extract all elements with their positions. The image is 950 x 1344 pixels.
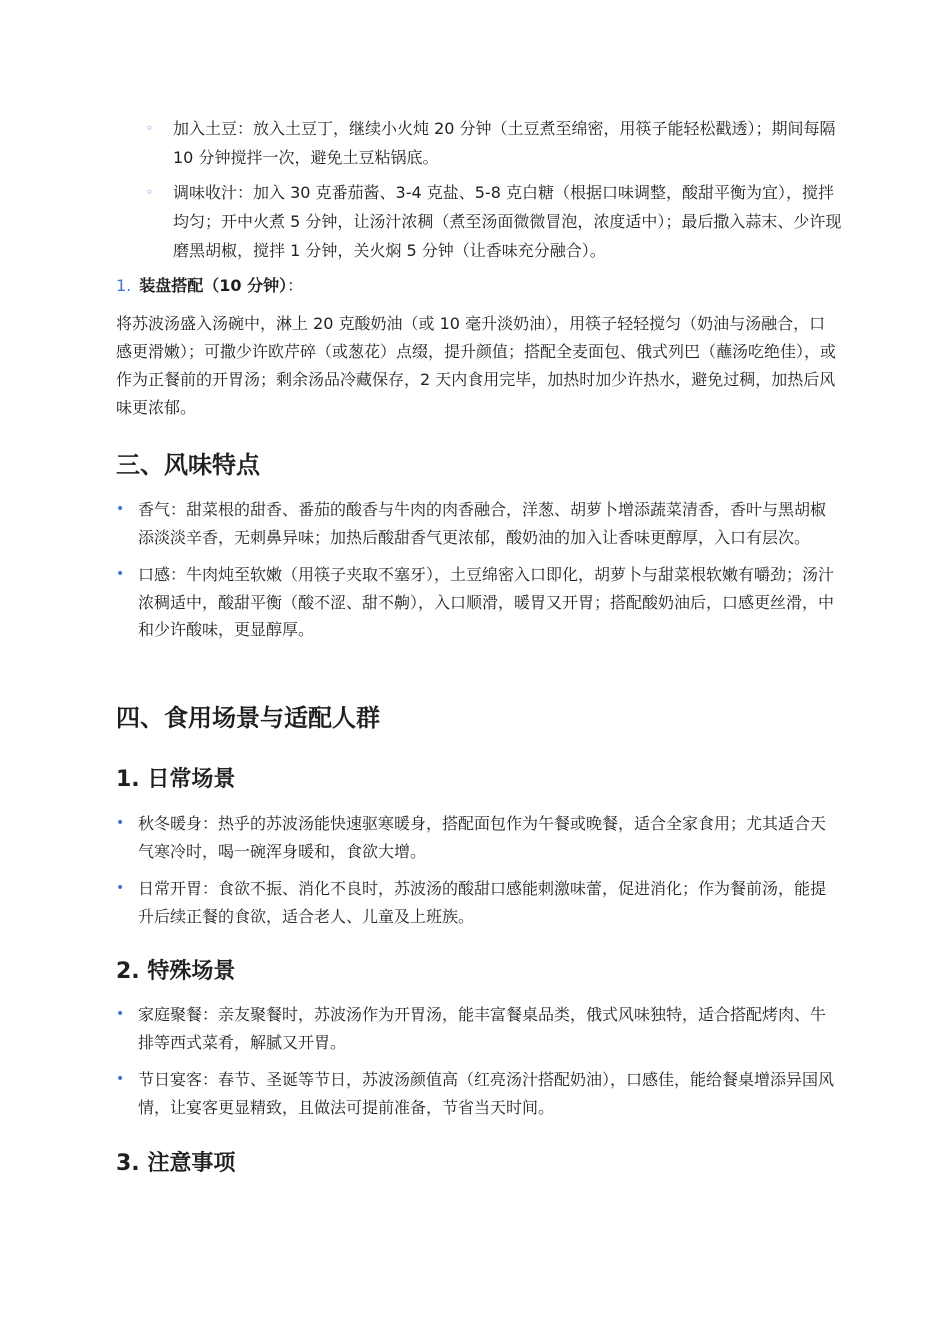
bullet-icon: •: [116, 815, 125, 831]
cooking-sub-steps: [146, 114, 846, 271]
scene-text: 秋冬暖身：热乎的苏波汤能快速驱寒暖身，搭配面包作为午餐或晚餐，适合全家食用；尤其适合天气寒冷时，喝一碗浑身暖和，食欲大增。: [138, 814, 827, 861]
scene-text: 节日宴客：春节、圣诞等节日，苏波汤颜值高（红亮汤汁搭配奶油），口感佳，能给餐桌增添异国风情，让宴客更显精致，且做法可提前准备，节省当天时间。: [138, 1070, 835, 1117]
sub-step-text: 调味收汁：加入 30 克番茄酱、3-4 克盐、5-8 克白糖（根据口味调整，酸甜平衡为宜），搅拌均匀；开中火煮 5 分钟，让汤汁浓稠（煮至汤面微微冒泡，浓度适中）；最后撒入蒜末、少许现磨黑胡椒，搅拌 1 分钟，关火焖 5 分钟（让香味充分融合）。: [173, 183, 842, 260]
list-item: [146, 178, 846, 265]
hollow-bullet-icon: ◦: [146, 185, 154, 199]
sub-step-text: 加入土豆：放入土豆丁，继续小火炖 20 分钟（土豆煮至绵密，用筷子能轻松戳透）；期间每隔 10 分钟搅拌一次，避免土豆粘锅底。: [173, 119, 836, 167]
flavor-list: [116, 496, 834, 654]
flavor-text: 口感：牛肉炖至软嫩（用筷子夹取不塞牙），土豆绵密入口即化，胡萝卜与甜菜根软嫩有嚼劲；汤汁浓稠适中，酸甜平衡（酸不涩、甜不齁），入口顺滑，暖胃又开胃；搭配酸奶油后，口感更丝滑，中和少许酸味，更显醇厚。: [138, 565, 835, 639]
plating-step-title: [116, 271, 303, 300]
bullet-icon: •: [116, 501, 125, 517]
section-heading-flavor: 三、风味特点: [116, 451, 260, 479]
plating-paragraph: 将苏波汤盛入汤碗中，淋上 20 克酸奶油（或 10 毫升淡奶油），用筷子轻轻搅匀（奶油与汤融合，口感更滑嫩）；可撒少许欧芹碎（或葱花）点缀，提升颜值；搭配全麦面包、俄式列巴（蘸汤吃绝佳），或作为正餐前的开胃汤；剩余汤品冷藏保存，2 天内食用完毕，加热时加少许热水，避免过稠，加热后风味更浓郁。: [116, 314, 837, 417]
section-heading-scenes: 四、食用场景与适配人群: [116, 704, 380, 732]
scene-text: 日常开胃：食欲不振、消化不良时，苏波汤的酸甜口感能刺激味蕾，促进消化；作为餐前汤，能提升后续正餐的食欲，适合老人、儿童及上班族。: [138, 879, 827, 926]
step-number: 1.: [116, 276, 132, 295]
flavor-text: 香气：甜菜根的甜香、番茄的酸香与牛肉的肉香融合，洋葱、胡萝卜增添蔬菜清香，香叶与黑胡椒添淡淡辛香，无刺鼻异味；加热后酸甜香气更浓郁，酸奶油的加入让香味更醇厚，入口有层次。: [138, 500, 827, 547]
bullet-icon: •: [116, 1071, 125, 1087]
bullet-icon: •: [116, 1006, 125, 1022]
bullet-icon: •: [116, 566, 125, 582]
list-item: [116, 810, 834, 865]
scene-text: 家庭聚餐：亲友聚餐时，苏波汤作为开胃汤，能丰富餐桌品类，俄式风味独特，适合搭配烤肉、牛排等西式菜肴，解腻又开胃。: [138, 1005, 827, 1052]
list-item: [116, 1066, 834, 1121]
subheading-daily: 1. 日常场景: [116, 767, 236, 792]
list-item: [116, 875, 834, 930]
list-item: [116, 1001, 834, 1056]
list-item: [116, 496, 834, 551]
plating-title: 装盘搭配（10 分钟）: [139, 276, 288, 295]
daily-scene-list: [116, 810, 834, 940]
hollow-bullet-icon: ◦: [146, 121, 154, 135]
list-item: [146, 114, 846, 172]
subheading-notes: 3. 注意事项: [116, 1151, 236, 1176]
title-colon: ：: [287, 276, 304, 295]
subheading-special: 2. 特殊场景: [116, 959, 236, 984]
special-scene-list: [116, 1001, 834, 1131]
bullet-icon: •: [116, 880, 125, 896]
list-item: [116, 561, 834, 644]
